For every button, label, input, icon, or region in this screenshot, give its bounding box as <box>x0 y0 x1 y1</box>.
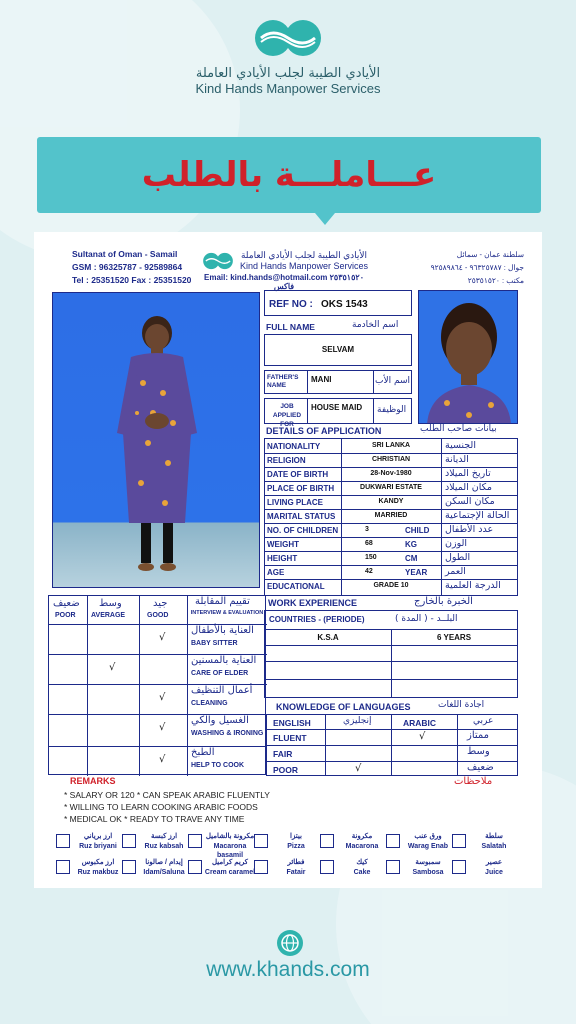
brand-logo <box>0 18 576 96</box>
skill-label-ar: العناية بالأطفال <box>191 625 254 636</box>
detail-label-ar: الطول <box>445 552 471 563</box>
detail-value: 28-Nov-1980 <box>370 470 412 477</box>
food-label-ar: مكرونة <box>351 833 373 840</box>
food-label-ar: فطائر <box>287 859 305 866</box>
skill-label: BABY SITTER <box>191 640 238 647</box>
detail-unit: YEAR <box>405 568 428 577</box>
father-label: FATHER'S NAME <box>267 374 299 389</box>
detail-value: MARRIED <box>374 512 408 519</box>
food-label: Warag Enab <box>407 843 449 850</box>
languages-header-ar: اجادة اللغات <box>438 700 485 710</box>
ref-label: REF NO : <box>269 299 313 310</box>
work-country: K.S.A <box>317 633 339 642</box>
portrait-photo <box>418 290 518 424</box>
food-label-ar: سمبوسة <box>415 859 441 866</box>
job-value: HOUSE MAID <box>311 403 363 412</box>
father-value: MANI <box>311 375 332 384</box>
detail-value: CHRISTIAN <box>371 456 411 463</box>
lang-english-label: ENGLISH <box>273 718 311 728</box>
detail-unit: KG <box>405 540 417 549</box>
detail-label-ar: تاريخ الميلاد <box>445 468 491 479</box>
brand-name-en: Kind Hands Manpower Services <box>195 81 381 96</box>
detail-value: GRADE 10 <box>373 582 409 589</box>
food-checkbox[interactable] <box>122 860 136 874</box>
detail-label: RELIGION <box>267 456 306 465</box>
detail-value: KANDY <box>378 498 404 505</box>
details-header-ar: بيانات صاحب الطلب <box>420 424 497 434</box>
food-label-ar: ارز كبسة <box>150 833 178 840</box>
detail-value: 150 <box>365 554 377 561</box>
food-checkbox[interactable] <box>386 834 400 848</box>
food-label-ar: مكرونة بالشاميل <box>205 833 255 840</box>
work-col-en: COUNTRIES - (PERIODE) <box>269 615 365 624</box>
details-table <box>264 438 518 596</box>
lang-english-label-ar: إنجليزي <box>343 716 372 726</box>
food-label: Sambosa <box>412 869 444 876</box>
skill-label-ar: العناية بالمسنين <box>191 655 257 666</box>
skill-rating-tick: √ <box>109 662 116 673</box>
detail-label: NO. OF CHILDREN <box>267 526 339 535</box>
languages-table <box>266 714 518 776</box>
detail-label: MARITAL STATUS <box>267 512 336 521</box>
skill-label-ar: الغسيل والكي <box>191 715 249 726</box>
food-label: Ruz kabsah <box>144 843 184 850</box>
skill-label: WASHING & IRONING <box>191 730 264 737</box>
title-banner <box>37 137 541 213</box>
food-checkbox[interactable] <box>452 860 466 874</box>
skills-head-good: GOOD <box>147 612 169 619</box>
skills-head-good-ar: جيد <box>153 598 168 609</box>
header-tel: Tel : 25351520 Fax : 25351520 <box>72 275 192 285</box>
job-label-ar: الوظيفة <box>377 405 407 415</box>
food-label: Fatair <box>286 869 306 876</box>
header-brand <box>194 250 374 291</box>
skill-label-ar: أعمال التنظيف <box>191 685 253 696</box>
detail-label-ar: مكان السكن <box>445 496 495 507</box>
detail-label: WEIGHT <box>267 540 299 549</box>
lang-level-ar: وسط <box>467 746 490 757</box>
skills-head-poor-ar: ضعيف <box>53 598 80 609</box>
food-checkbox[interactable] <box>56 860 70 874</box>
header-contact-ar <box>431 248 524 287</box>
detail-value: 42 <box>365 568 373 575</box>
detail-label: PLACE OF BIRTH <box>267 484 335 493</box>
header-brand-en: Kind Hands Manpower Services <box>239 261 369 271</box>
food-label-ar: كيك <box>356 859 368 866</box>
detail-label: EDUCATIONAL <box>267 582 325 591</box>
lang-arabic-label: ARABIC <box>403 718 437 728</box>
food-label: Idam/Saluna <box>143 869 185 876</box>
remark-line: * WILLING TO LEARN COOKING ARABIC FOODS <box>64 802 258 812</box>
food-checkbox[interactable] <box>254 860 268 874</box>
brand-name-ar: الأيادي الطيبة لجلب الأيادي العاملة <box>195 66 381 81</box>
english-tick: √ <box>355 763 362 774</box>
ref-value: OKS 1543 <box>321 299 368 310</box>
globe-icon <box>277 930 303 956</box>
work-header: WORK EXPERIENCE <box>268 598 358 608</box>
website-link[interactable]: www.khands.com <box>206 958 370 981</box>
work-period: 6 YEARS <box>436 633 472 642</box>
food-label: Macarona <box>345 843 379 850</box>
skill-label: CLEANING <box>191 700 228 707</box>
handshake-logo-icon <box>253 18 323 58</box>
food-label-ar: ورق عنب <box>414 833 442 840</box>
skill-label: HELP TO COOK <box>191 762 245 769</box>
detail-label: HEIGHT <box>267 554 298 563</box>
food-checkbox[interactable] <box>386 860 400 874</box>
skills-head-eval-ar: تقييم المقابلة <box>195 596 250 607</box>
detail-label-ar: الجنسية <box>445 440 476 451</box>
food-label: Cake <box>353 869 371 876</box>
detail-label-ar: الوزن <box>445 538 468 549</box>
father-label-ar: اسم الأب <box>375 376 410 386</box>
detail-label-ar: الدرجة العلمية <box>445 580 501 591</box>
header-brand-ar: الأيادي الطيبة لجلب الأيادي العاملة <box>240 250 368 260</box>
food-label-ar: بيتزا <box>290 833 302 840</box>
food-label: Macarona basamil <box>213 843 247 859</box>
full-name-value: SELVAM <box>321 345 355 354</box>
food-label: Cream caramel <box>204 869 256 876</box>
job-label: JOB APPLIED FOR <box>272 403 302 428</box>
details-header: DETAILS OF APPLICATION <box>266 426 382 436</box>
food-checkbox[interactable] <box>122 834 136 848</box>
skill-label: CARE OF ELDER <box>191 670 249 677</box>
skills-head-poor: POOR <box>55 612 76 619</box>
header-location: Sultanat of Oman - Samail <box>72 249 178 259</box>
full-name-label: FULL NAME <box>266 322 315 332</box>
lang-level-ar: ممتاز <box>467 730 490 741</box>
detail-label-ar: العمر <box>445 566 466 577</box>
full-body-photo <box>52 292 260 588</box>
lang-level: FAIR <box>273 749 293 759</box>
detail-label: AGE <box>267 568 285 577</box>
header-location-ar: سلطنة عمان - سمائل <box>456 250 524 259</box>
skill-rating-tick: √ <box>159 632 166 643</box>
remarks-title: REMARKS <box>70 776 116 786</box>
father-box <box>264 370 412 394</box>
remarks-title-ar: ملاحظات <box>454 776 493 787</box>
details-row-divider <box>265 537 517 538</box>
arabic-tick: √ <box>419 731 426 742</box>
handshake-logo-icon <box>200 252 236 270</box>
food-label-ar: كريم كراميل <box>211 859 249 866</box>
food-label: Pizza <box>287 843 305 850</box>
header-gsm: GSM : 96325787 - 92589864 <box>72 262 183 272</box>
food-label: Ruz makbuz <box>77 869 119 876</box>
detail-label: LIVING PLACE <box>267 498 324 507</box>
food-label-ar: سلطة <box>485 833 503 840</box>
skills-table <box>48 595 266 775</box>
detail-unit: CHILD <box>405 526 430 535</box>
skill-rating-tick: √ <box>159 754 166 765</box>
food-checkbox[interactable] <box>320 860 334 874</box>
detail-label: NATIONALITY <box>267 442 321 451</box>
lang-level: POOR <box>273 765 299 775</box>
ref-box <box>264 290 412 316</box>
skill-rating-tick: √ <box>159 692 166 703</box>
food-checkbox[interactable] <box>254 834 268 848</box>
food-label-ar: إيدام / صالونا <box>145 859 183 866</box>
food-label: Salatah <box>481 843 507 850</box>
header-email: Email: kind.hands@hotmail.com ٢٥٣٥١٥٢٠ فاكس <box>204 273 364 291</box>
detail-label: DATE OF BIRTH <box>267 470 329 479</box>
food-label-ar: ارز برياني <box>83 833 113 840</box>
detail-value: SRI LANKA <box>371 442 411 449</box>
detail-value: DUKWARI ESTATE <box>360 484 422 491</box>
details-row-divider <box>265 453 517 454</box>
food-checkbox[interactable] <box>452 834 466 848</box>
lang-level-ar: ضعيف <box>467 762 494 773</box>
remark-line: * SALARY OR 120 * CAN SPEAK ARABIC FLUENTLY <box>64 790 270 800</box>
languages-header: KNOWLEDGE OF LANGUAGES <box>276 702 411 712</box>
details-row-divider <box>265 551 517 552</box>
food-label-ar: عصير <box>485 859 503 866</box>
banner-title: عـــاملـــة بالطلب <box>141 155 437 195</box>
detail-label-ar: مكان الميلاد <box>445 482 493 493</box>
remark-line: * MEDICAL OK * READY TO TRAVE ANY TIME <box>64 814 245 824</box>
skill-label-ar: الطبخ <box>191 747 215 758</box>
detail-value: 3 <box>365 526 369 533</box>
skills-head-average-ar: وسط <box>99 598 122 609</box>
food-label-ar: ارز مكبوس <box>81 859 115 866</box>
work-header-ar: الخبرة بالخارج <box>414 596 473 607</box>
person-portrait-image <box>419 291 518 424</box>
header-office-ar: مكتب : ٢٥٣٥١٥٢٠ <box>467 276 524 285</box>
header-contact-en <box>72 248 191 287</box>
food-checkbox[interactable] <box>320 834 334 848</box>
detail-unit: CM <box>405 554 418 563</box>
details-row-divider <box>265 565 517 566</box>
skills-head-average: AVERAGE <box>91 612 126 619</box>
detail-label-ar: الديانة <box>445 454 469 465</box>
detail-value: 68 <box>365 540 373 547</box>
food-label: Ruz briyani <box>79 843 117 850</box>
full-name-box <box>264 334 412 366</box>
header-mobile-ar: جوال : ٩٦٣٢٥٧٨٧ - ٩٢٥٨٩٨٦٤ <box>430 263 524 272</box>
detail-label-ar: الحالة الإجتماعية <box>445 510 510 521</box>
full-name-label-ar: اسم الخادمة <box>352 320 399 330</box>
lang-level: FLUENT <box>273 733 307 743</box>
sheet-header <box>34 232 542 290</box>
food-checkbox[interactable] <box>56 834 70 848</box>
job-box <box>264 398 412 428</box>
food-label: Juice <box>485 869 503 876</box>
skill-rating-tick: √ <box>159 722 166 733</box>
lang-arabic-label-ar: عربي <box>473 716 494 726</box>
person-full-image <box>53 293 260 588</box>
work-table <box>264 610 518 698</box>
application-sheet <box>34 232 542 888</box>
skills-head-eval: INTERVIEW & EVALUATION <box>190 610 264 616</box>
food-checkbox[interactable] <box>188 860 202 874</box>
food-checkbox[interactable] <box>188 834 202 848</box>
work-col-ar: البلــد - ( المدة ) <box>395 614 458 624</box>
detail-label-ar: عدد الأطفال <box>445 524 494 535</box>
